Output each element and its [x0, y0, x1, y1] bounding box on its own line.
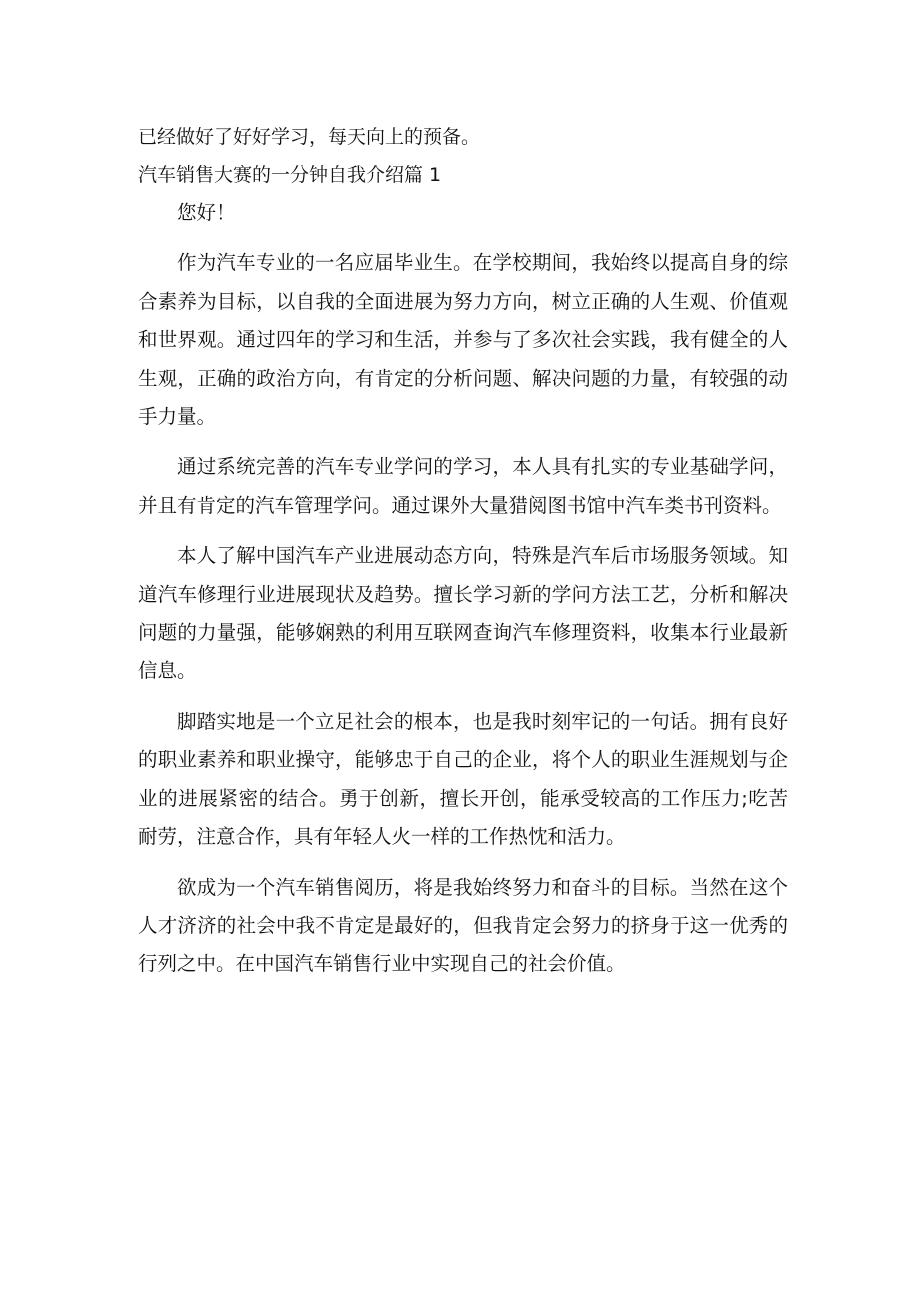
paragraph-2: 通过系统完善的汽车专业学问的学习，本人具有扎实的专业基础学问，并且有肯定的汽车管理学问。通过课外大量猎阅图书馆中汽车类书刊资料。 — [138, 455, 788, 517]
paragraph-1: 作为汽车专业的一名应届毕业生。在学校期间，我始终以提高自身的综合素养为目标，以自我的全面进展为努力方向，树立正确的人生观、价值观和世界观。通过四年的学习和生活，并参与了多次社会实践，我有健全的人生观，正确的政治方向，有肯定的分析问题、解决问题的力量，有较强的动手力量。 — [138, 251, 788, 429]
paragraph-4: 脚踏实地是一个立足社会的根本，也是我时刻牢记的一句话。拥有良好的职业素养和职业操守，能够忠于自己的企业，将个人的职业生涯规划与企业的进展紧密的结合。勇于创新，擅长开创，能承受较高的工作压力;吃苦耐劳，注意合作，具有年轻人火一样的工作热忱和活力。 — [138, 709, 788, 849]
paragraph-3: 本人了解中国汽车产业进展动态方向，特殊是汽车后市场服务领域。知道汽车修理行业进展现状及趋势。擅长学习新的学问方法工艺，分析和解决问题的力量强，能够娴熟的利用互联网查询汽车修理资料，收集本行业最新信息。 — [138, 544, 788, 683]
greeting: 您好！ — [177, 201, 236, 224]
lead-line: 已经做好了好好学习，每天向上的预备。 — [138, 126, 481, 148]
paragraph-5: 欲成为一个汽车销售阅历，将是我始终努力和奋斗的目标。当然在这个人才济济的社会中我不肯定是最好的，但我肯定会努力的挤身于这一优秀的行列之中。在中国汽车销售行业中实现自己的社会价值。 — [138, 875, 788, 976]
document-body — [138, 118, 788, 996]
section-heading: 汽车销售大赛的一分钟自我介绍篇 1 — [138, 164, 442, 186]
